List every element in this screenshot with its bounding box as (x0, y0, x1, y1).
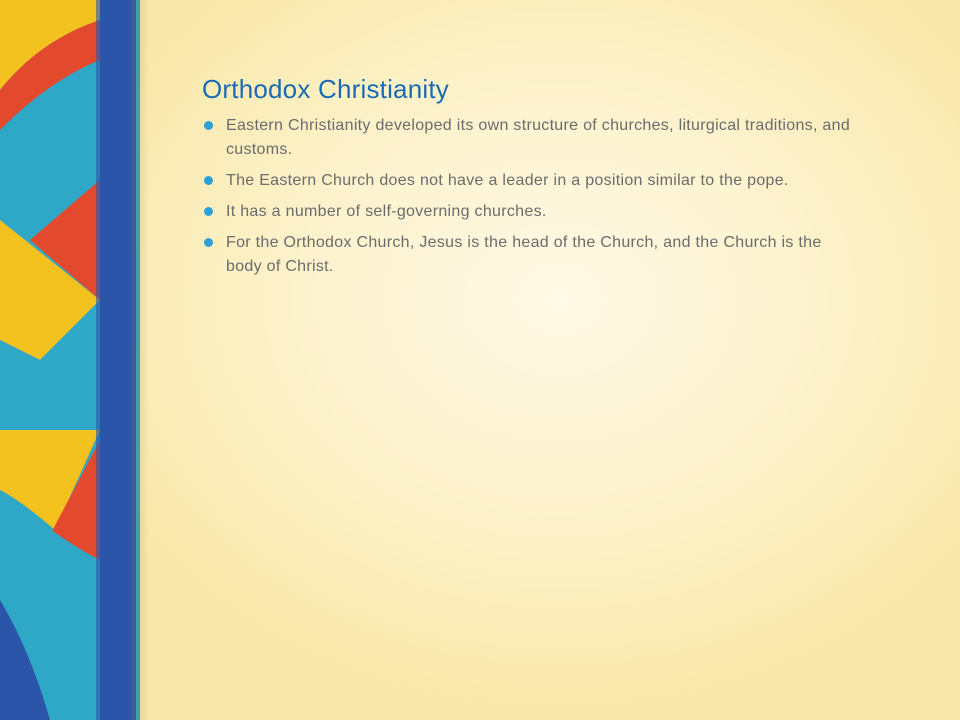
bullet-text: For the Orthodox Church, Jesus is the head of the Church, and the Church is the body of Christ. (226, 234, 822, 275)
slide-content (202, 72, 862, 286)
bullet-icon (204, 176, 213, 185)
bullet-icon (204, 121, 213, 130)
bullet-text: Eastern Christianity developed its own structure of churches, liturgical traditions, and customs. (226, 117, 851, 158)
bullet-icon (204, 207, 213, 216)
bullet-text: The Eastern Church does not have a leader in a position similar to the pope. (226, 172, 789, 189)
bullet-item (202, 169, 862, 193)
decorative-side-art (0, 0, 140, 720)
side-art-shadow (132, 0, 150, 720)
bullet-item (202, 114, 862, 162)
bullet-text: It has a number of self-governing churches. (226, 203, 547, 220)
bullet-item (202, 200, 862, 224)
bullet-list (202, 114, 862, 279)
bullet-item (202, 231, 862, 279)
slide-title: Orthodox Christianity (202, 74, 449, 104)
side-art-graphic (0, 0, 140, 720)
bullet-icon (204, 238, 213, 247)
